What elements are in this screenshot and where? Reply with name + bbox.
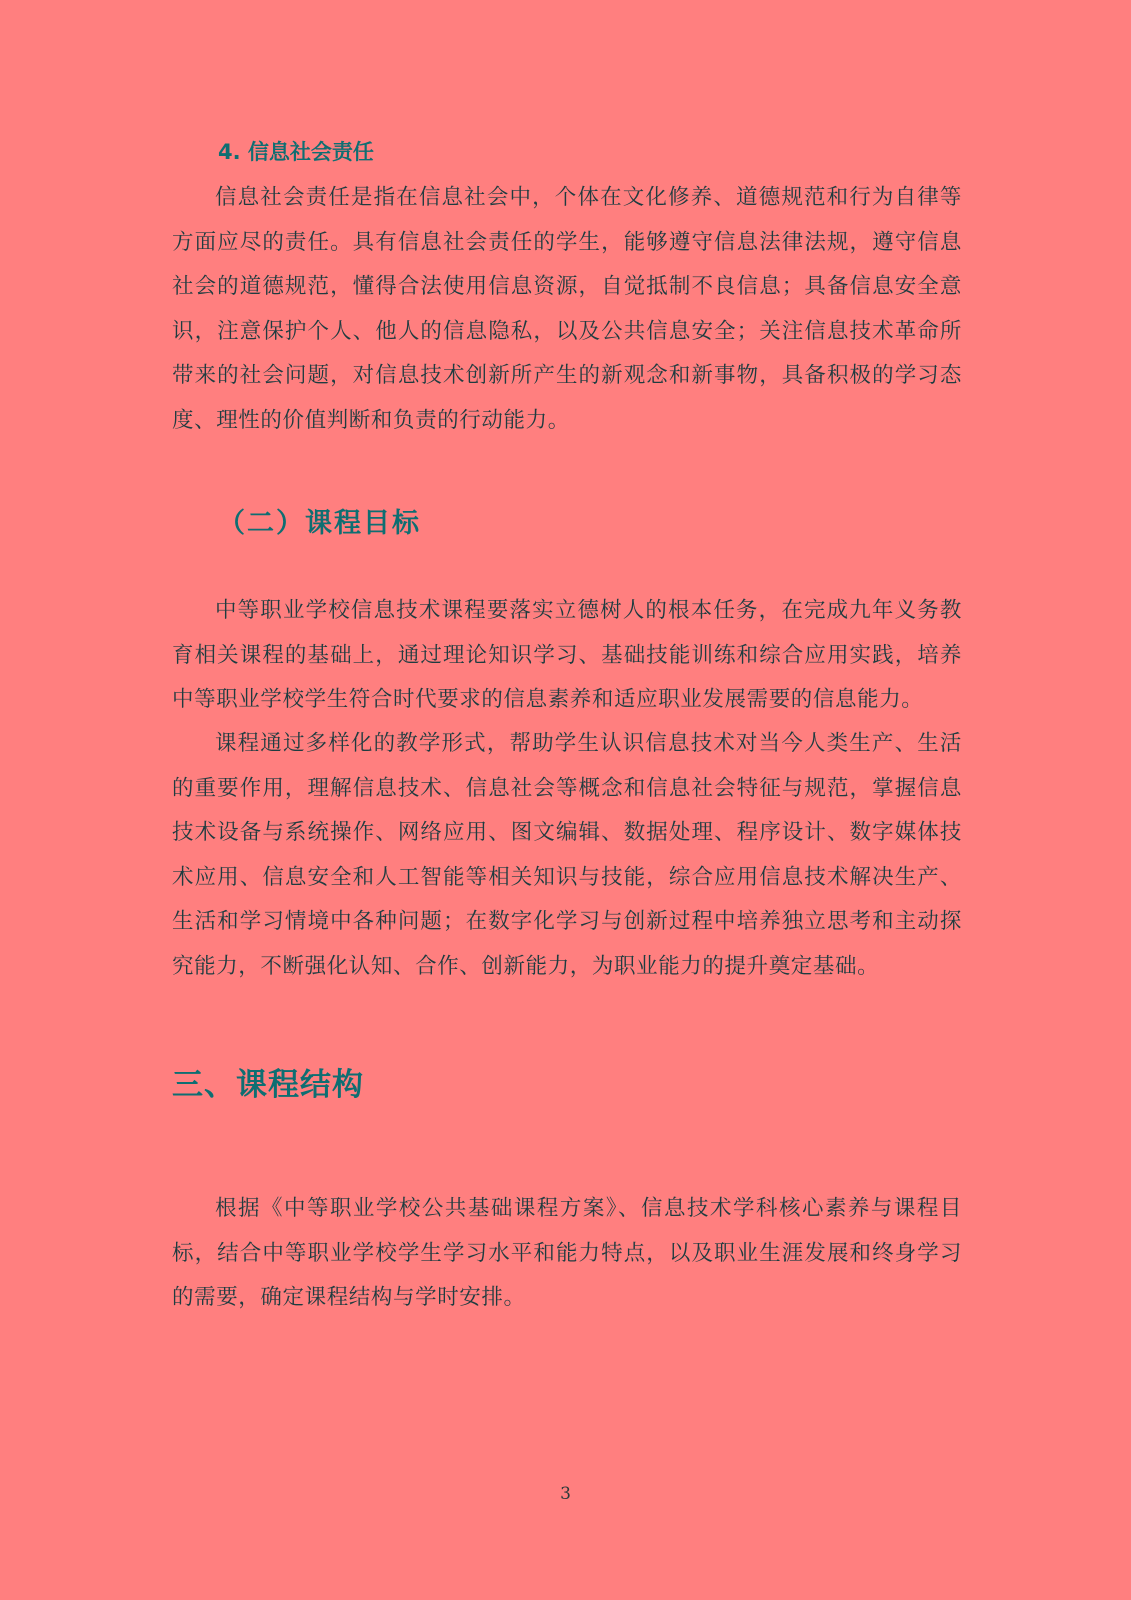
paragraph-course-structure: 根据《中等职业学校公共基础课程方案》、信息技术学科核心素养与课程目标，结合中等职业学校学生学习水平和能力特点，以及职业生涯发展和终身学习的需要，确定课程结构与学时安排。 [172,1196,962,1310]
page-number: 3 [560,1484,571,1504]
chapter-heading-course-structure: 三、课程结构 [172,1067,364,1103]
paragraph-course-goals-2: 课程通过多样化的教学形式，帮助学生认识信息技术对当今人类生产、生活的重要作用，理解信息技术、信息社会等概念和信息社会特征与规范，掌握信息技术设备与系统操作、网络应用、图文编辑、数据处理、程序设计、数字媒体技术应用、信息安全和人工智能等相关知识与技能，综合应用信息技术解决生产、生活和学习情境中各种问题；在数字化学习与创新过程中培养独立思考和主动探究能力，不断强化认知、合作、创新能力，为职业能力的提升奠定基础。 [172,731,962,979]
paragraph-social-responsibility: 信息社会责任是指在信息社会中，个体在文化修养、道德规范和行为自律等方面应尽的责任。具有信息社会责任的学生，能够遵守信息法律法规，遵守信息社会的道德规范，懂得合法使用信息资源，自觉抵制不良信息；具备信息安全意识，注意保护个人、他人的信息隐私，以及公共信息安全；关注信息技术革命所带来的社会问题，对信息技术创新所产生的新观念和新事物，具备积极的学习态度、理性的价值判断和负责的行动能力。 [172,185,962,433]
paragraph-course-goals-1: 中等职业学校信息技术课程要落实立德树人的根本任务，在完成九年义务教育相关课程的基础上，通过理论知识学习、基础技能训练和综合应用实践，培养中等职业学校学生符合时代要求的信息素养和适应职业发展需要的信息能力。 [172,598,962,712]
subsection-heading-social-responsibility: 4. 信息社会责任 [218,140,374,164]
section-heading-course-goals: （二）课程目标 [218,508,421,539]
